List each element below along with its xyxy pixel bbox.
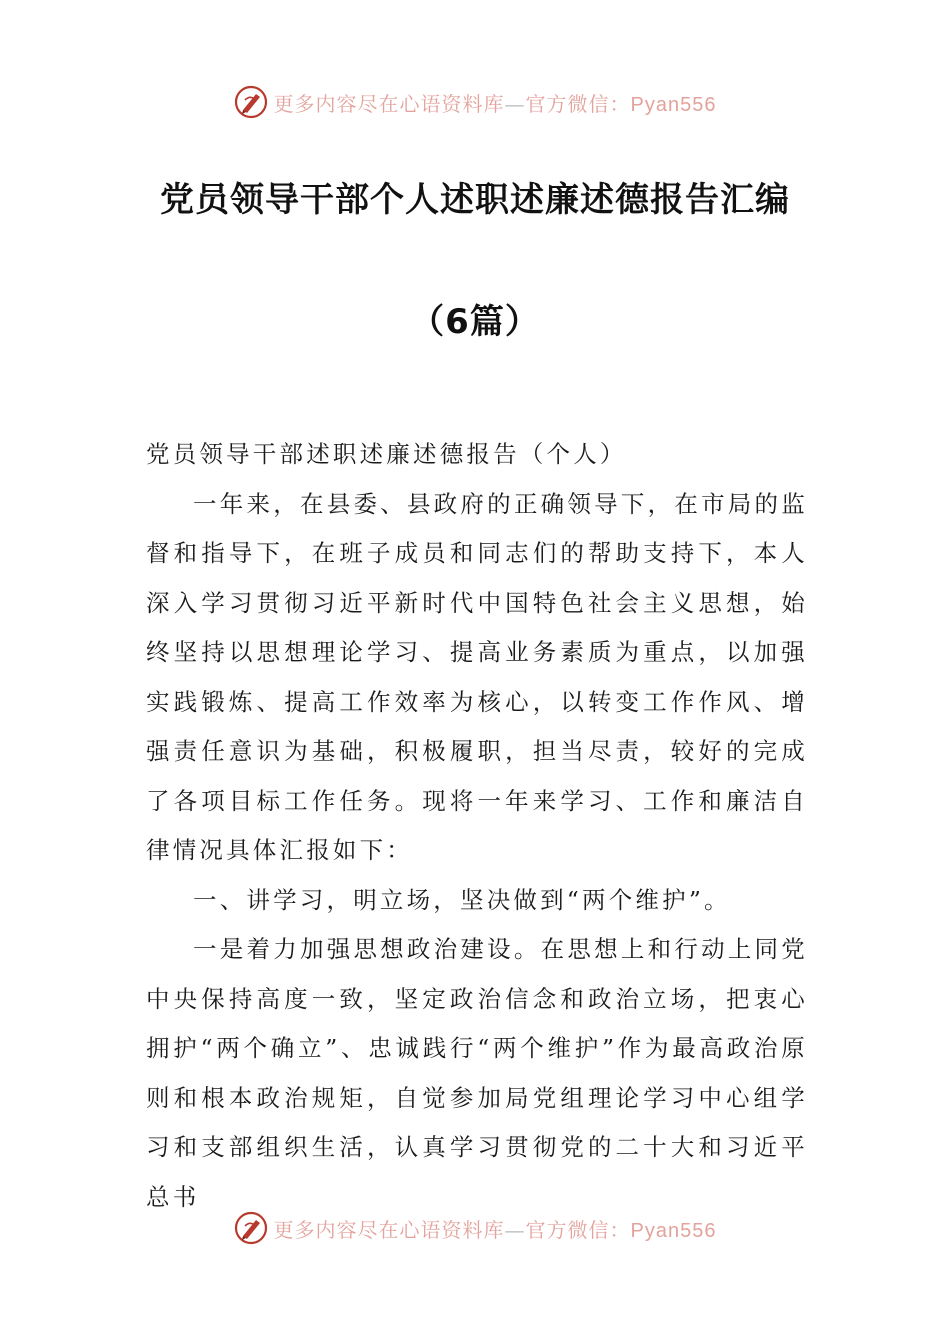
watermark-label: 官方微信： bbox=[525, 91, 631, 116]
watermark-text bbox=[274, 88, 717, 117]
paragraph-point-one: 一是着力加强思想政治建设。在思想上和行动上同党中央保持高度一致，坚定政治信念和政治立场，把衷心拥护“两个确立”、忠诚践行“两个维护”作为最高政治原则和根本政治规矩，自觉参加局党组理论学习中心组学习和支部组织生活，认真学习贯彻党的二十大和习近平总书 bbox=[146, 935, 808, 1211]
paragraph-intro: 一年来，在县委、县政府的正确领导下，在市局的监督和指导下，在班子成员和同志们的帮助支持下，本人深入学习贯彻习近平新时代中国特色社会主义思想，始终坚持以思想理论学习、提高业务素质为重点，以加强实践锻炼、提高工作效率为核心，以转变工作作风、增强责任意识为基础，积极履职，担当尽责，较好的完成了各项目标工作任务。现将一年来学习、工作和廉洁自律情况具体汇报如下： bbox=[146, 489, 808, 864]
document-subtitle: （6篇） bbox=[410, 302, 540, 342]
watermark-wechat-id: Pyan556 bbox=[630, 93, 717, 116]
document-title: 党员领导干部个人述职述廉述德报告汇编 bbox=[160, 180, 790, 220]
pen-logo-icon bbox=[234, 1211, 268, 1245]
watermark-text bbox=[274, 1214, 717, 1243]
watermark-slogan: 更多内容尽在心语资料库 bbox=[273, 1217, 505, 1242]
footer-watermark bbox=[0, 1206, 950, 1250]
watermark-dash: — bbox=[504, 1217, 526, 1242]
document-body bbox=[146, 430, 808, 1222]
watermark-label: 官方微信： bbox=[525, 1217, 631, 1242]
paragraph-heading-one: 一、讲学习，明立场，坚决做到“两个维护”。 bbox=[193, 885, 731, 914]
watermark-dash: — bbox=[504, 91, 526, 116]
pen-logo-icon bbox=[234, 85, 268, 119]
header-watermark bbox=[0, 80, 950, 124]
watermark-wechat-id: Pyan556 bbox=[630, 1219, 717, 1242]
section-heading: 党员领导干部述职述廉述德报告（个人） bbox=[146, 440, 627, 468]
watermark-slogan: 更多内容尽在心语资料库 bbox=[273, 91, 505, 116]
